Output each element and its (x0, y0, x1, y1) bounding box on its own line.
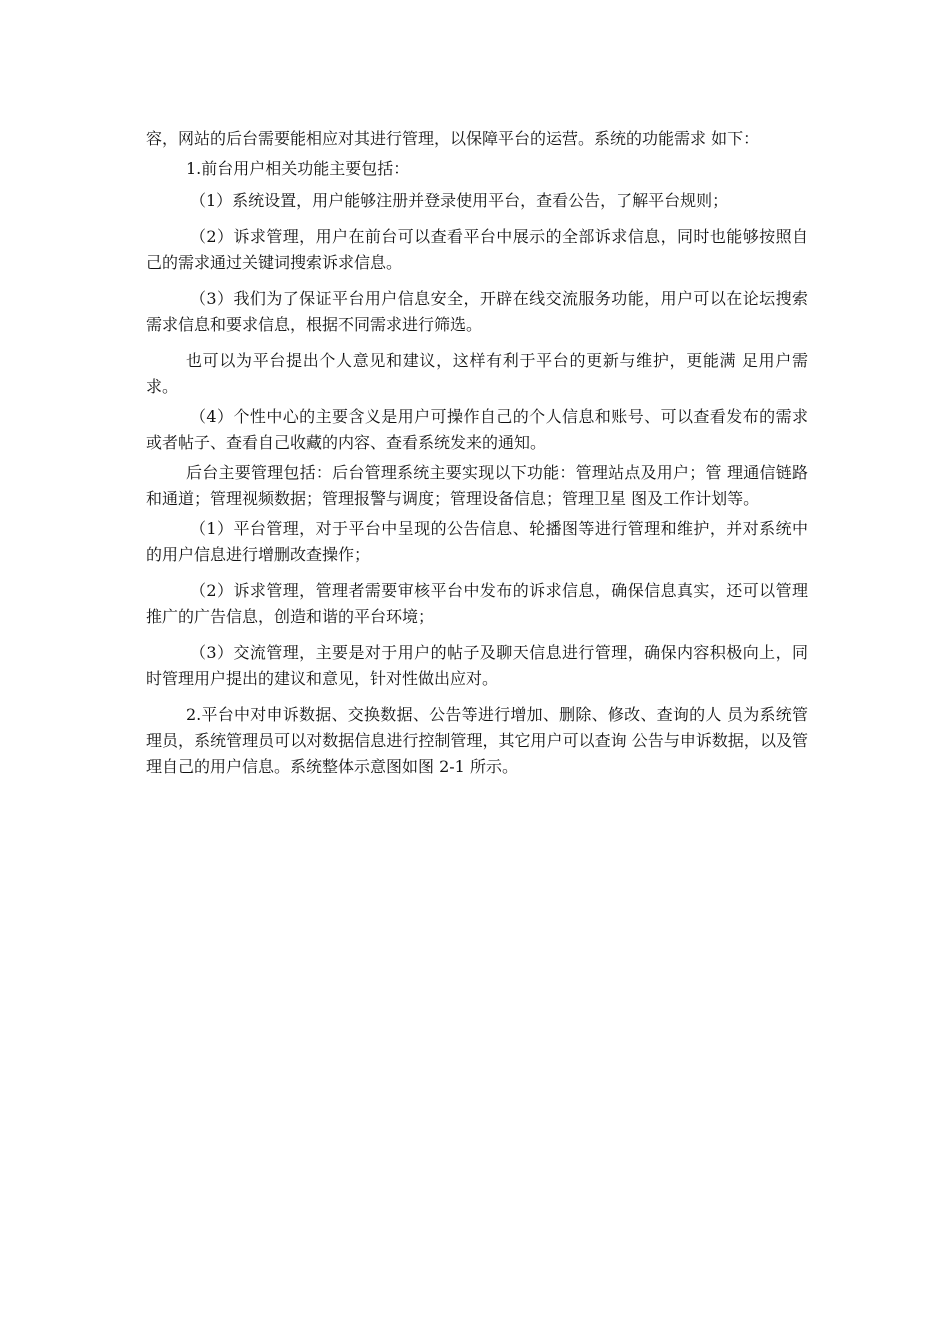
paragraph-backend-item-3: （3）交流管理，主要是对于用户的帖子及聊天信息进行管理，确保内容积极向上，同时管理用户提出的建议和意见，针对性做出应对。 (146, 643, 808, 688)
paragraph-backend-item-2: （2）诉求管理，管理者需要审核平台中发布的诉求信息，确保信息真实，还可以管理推广的广告信息，创造和谐的平台环境； (146, 581, 808, 626)
paragraph-frontend-item-4: （4）个性中心的主要含义是用户可操作自己的个人信息和账号、可以查看发布的需求或者帖子、查看自己收藏的内容、查看系统发来的通知。 (146, 407, 808, 452)
paragraph-frontend-item-1: （1）系统设置，用户能够注册并登录使用平台，查看公告，了解平台规则； (190, 191, 729, 210)
document-body (146, 126, 808, 780)
paragraph-backend-heading: 后台主要管理包括：后台管理系统主要实现以下功能：管理站点及用户；管 理通信链路和通道；管理视频数据；管理报警与调度；管理设备信息；管理卫星 图及工作计划等。 (146, 463, 808, 508)
paragraph-backend-item-1: （1）平台管理，对于平台中呈现的公告信息、轮播图等进行管理和维护，并对系统中的用户信息进行增删改查操作； (146, 519, 808, 564)
paragraph-frontend-item-2: （2）诉求管理，用户在前台可以查看平台中展示的全部诉求信息，同时也能够按照自己的需求通过关键词搜索诉求信息。 (146, 227, 808, 272)
paragraph-frontend-heading: 1.前台用户相关功能主要包括： (186, 159, 410, 178)
paragraph-intro-continuation: 容，网站的后台需要能相应对其进行管理，以保障平台的运营。系统的功能需求 如下： (146, 129, 760, 148)
paragraph-frontend-item-3: （3）我们为了保证平台用户信息安全，开辟在线交流服务功能，用户可以在论坛搜索需求信息和要求信息，根据不同需求进行筛选。 (146, 289, 808, 334)
paragraph-system-admin: 2.平台中对申诉数据、交换数据、公告等进行增加、删除、修改、查询的人 员为系统管理员，系统管理员可以对数据信息进行控制管理，其它用户可以查询 公告与申诉数据，以及管理自己的用户信息。系统整体示意图如图 2-1 所示。 (146, 705, 808, 776)
paragraph-frontend-item-3-continued: 也可以为平台提出个人意见和建议，这样有利于平台的更新与维护，更能满 足用户需求。 (146, 351, 808, 396)
